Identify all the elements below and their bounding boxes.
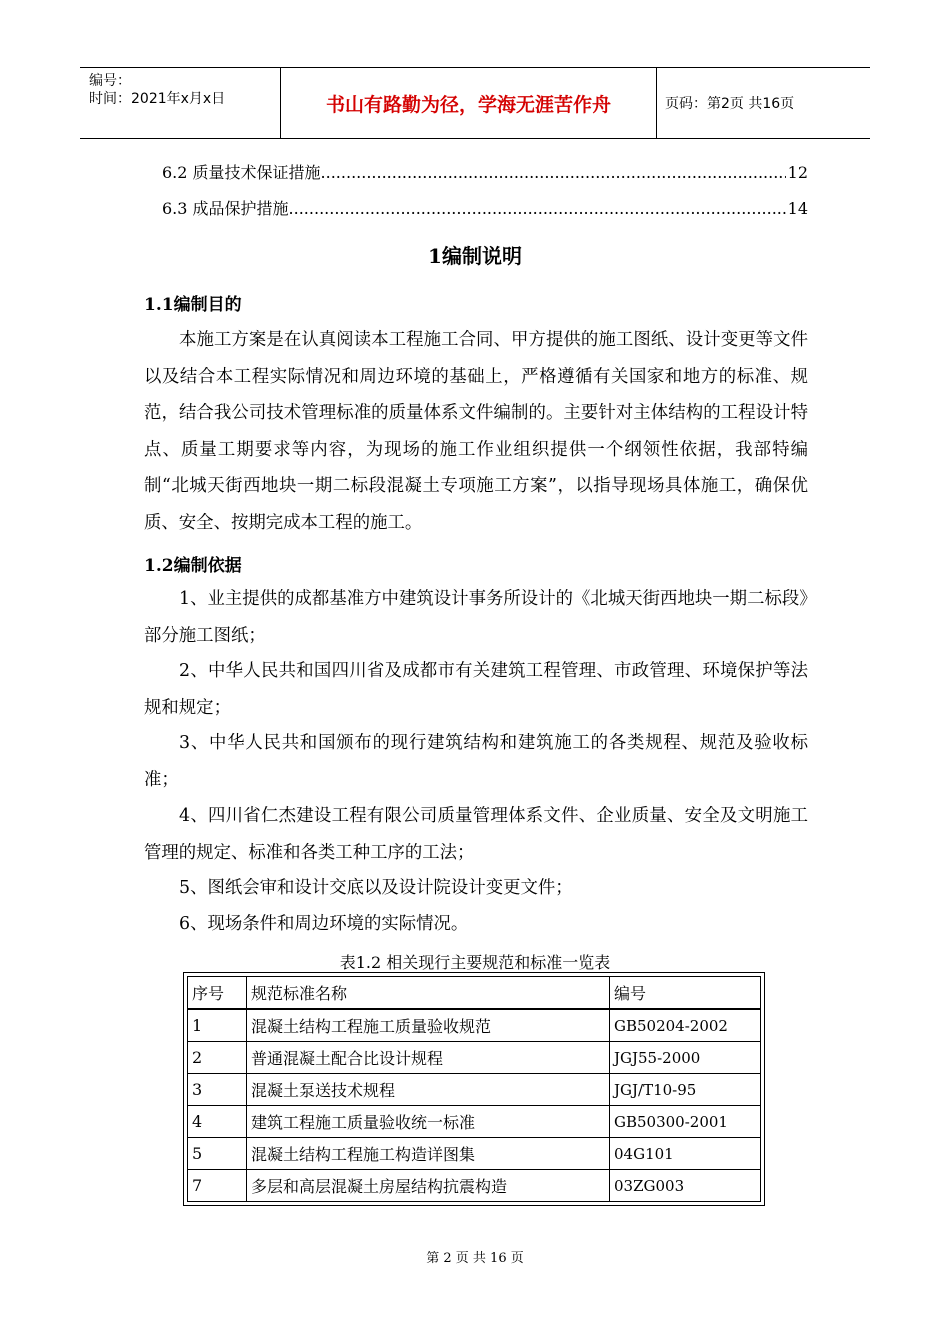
table-cell: 7 [188,1170,247,1202]
toc-entry-label: 6.2 质量技术保证措施 [162,163,321,182]
table-row [188,1138,761,1170]
table-cell: 5 [188,1138,247,1170]
basis-item: 3、中华人民共和国颁布的现行建筑结构和建筑施工的各类规程、规范及验收标准； [144,733,808,790]
table-cell: JGJ55-2000 [610,1042,761,1074]
toc-leader-dots [321,163,786,182]
table-cell: 03ZG003 [610,1170,761,1202]
document-time-label: 时间：2021年x月x日 [89,91,226,107]
basis-item: 2、中华人民共和国四川省及成都市有关建筑工程管理、市政管理、环境保护等法规和规定； [144,661,808,718]
table-cell: 普通混凝土配合比设计规程 [247,1042,610,1074]
basis-item: 6、现场条件和周边环境的实际情况。 [179,914,469,934]
standards-table [183,972,765,1206]
document-number-label: 编号： [89,73,131,89]
table-cell: 混凝土结构工程施工构造详图集 [247,1138,610,1170]
toc-entry-page: 14 [787,199,808,218]
table-cell: 3 [188,1074,247,1106]
table-cell: 1 [188,1009,247,1042]
basis-item: 5、图纸会审和设计交底以及设计院设计变更文件； [179,878,573,898]
toc-leader-dots [289,199,786,218]
table-cell: 多层和高层混凝土房屋结构抗震构造 [247,1170,610,1202]
table-row [188,1170,761,1202]
page-footer: 第 2 页 共 16 页 [426,1251,524,1266]
table-cell: 4 [188,1106,247,1138]
table-row [188,1106,761,1138]
table-cell: 建筑工程施工质量验收统一标准 [247,1106,610,1138]
header-meta [80,68,281,138]
table-cell: GB50204-2002 [610,1009,761,1042]
table-cell: 混凝土结构工程施工质量验收规范 [247,1009,610,1042]
column-header: 编号 [610,977,761,1010]
toc-entry-label: 6.3 成品保护措施 [162,199,289,218]
toc-entry[interactable] [162,196,808,219]
subsection-heading: 1.1编制目的 [144,295,242,315]
table-cell: 2 [188,1042,247,1074]
table-cell: 混凝土泵送技术规程 [247,1074,610,1106]
basis-item: 1、业主提供的成都基准方中建筑设计事务所设计的《北城天街西地块一期二标段》部分施工图纸； [144,589,808,646]
purpose-paragraph: 本施工方案是在认真阅读本工程施工合同、甲方提供的施工图纸、设计变更等文件以及结合本工程实际情况和周边环境的基础上，严格遵循有关国家和地方的标准、规范，结合我公司技术管理标准的质量体系文件编制的。主要针对主体结构的工程设计特点、质量工期要求等内容，为现场的施工作业组织提供一个纲领性依据，我部特编制“北城天街西地块一期二标段混凝土专项施工方案”，以指导现场具体施工，确保优质、安全、按期完成本工程的施工。 [144,330,808,533]
page-header [80,67,870,139]
section-title: 1编制说明 [428,244,522,268]
column-header: 规范标准名称 [247,977,610,1010]
table-row [188,1009,761,1042]
table-cell: GB50300-2001 [610,1106,761,1138]
table-header-row [188,977,761,1010]
table-caption: 表1.2 相关现行主要规范和标准一览表 [339,953,611,972]
column-header: 序号 [188,977,247,1010]
basis-item: 4、四川省仁杰建设工程有限公司质量管理体系文件、企业质量、安全及文明施工管理的规定、标准和各类工种工序的工法； [144,806,808,863]
toc-entry-page: 12 [787,163,808,182]
header-page-info: 页码：第2页 共16页 [665,96,795,112]
subsection-heading: 1.2编制依据 [144,556,242,576]
table-row [188,1074,761,1106]
table-row [188,1042,761,1074]
table-cell: JGJ/T10-95 [610,1074,761,1106]
table-cell: 04G101 [610,1138,761,1170]
toc-entry[interactable] [162,160,808,183]
header-motto: 书山有路勤为径，学海无涯苦作舟 [281,68,657,138]
